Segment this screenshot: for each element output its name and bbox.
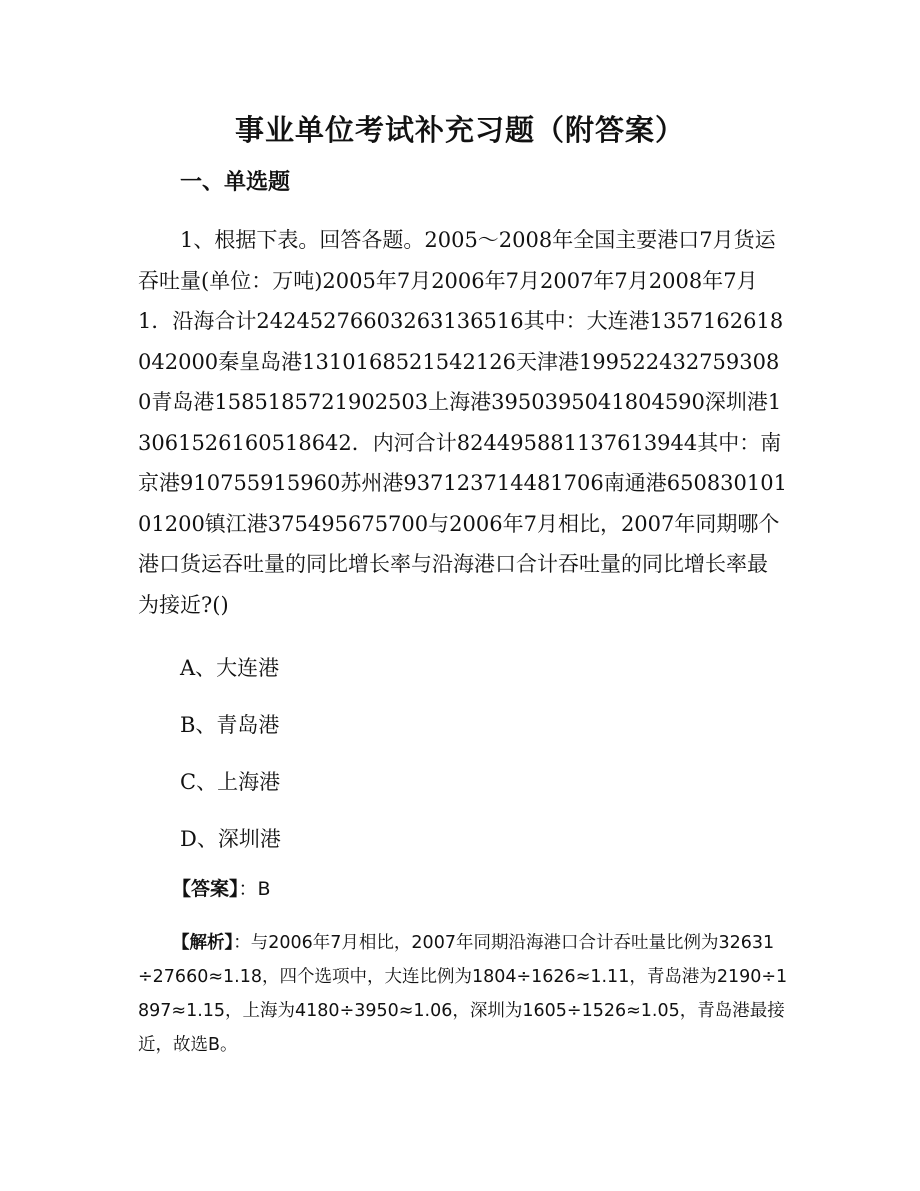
- document-title: 事业单位考试补充习题（附答案）: [234, 113, 685, 147]
- option-list: [180, 648, 281, 876]
- option-b: B、青岛港: [180, 713, 280, 737]
- answer-value: ：B: [238, 878, 271, 900]
- option-d: D、深圳港: [180, 827, 281, 851]
- analysis-text: ：与2006年7月相比，2007年同期沿海港口合计吞吐量比例为32631÷27660≈1.18，四个选项中，大连比例为1804÷1626≈1.11，青岛港为2190÷1897≈1.15，上海为4180÷3950≈1.06，深圳为1605÷1526≈1.05，青岛港最接近，故选B。: [138, 933, 788, 1055]
- question-text: 1、根据下表。回答各题。2005～2008年全国主要港口7月货运吞吐量(单位：万吨)2005年7月2006年7月2007年7月2008年7月1．沿海合计24245276603263136516其中：大连港1357162618042000秦皇岛港1310168521542126天津港1995224327593080青岛港1585185721902503上海港3950395041804590深圳港1306152616051864​2．内河合计8244958811376139​44其中：南京港910755915960苏州港937123714481706南通港6508301010120​0镇江港375495675700与2006年7月相比，2007年同期哪个港口货运吞吐量的同比增长率与沿海港口合计吞吐量的同比增长率最为接近?(): [138, 228, 787, 617]
- option-c: C、上海港: [180, 770, 281, 794]
- section-heading: 一、单选题: [180, 170, 291, 195]
- answer-label: 【答案】: [172, 878, 239, 900]
- option-a: A、大连港: [180, 656, 280, 680]
- analysis-paragraph: [138, 926, 788, 1062]
- answer-line: [172, 874, 271, 901]
- analysis-label: 【解析】: [172, 933, 234, 953]
